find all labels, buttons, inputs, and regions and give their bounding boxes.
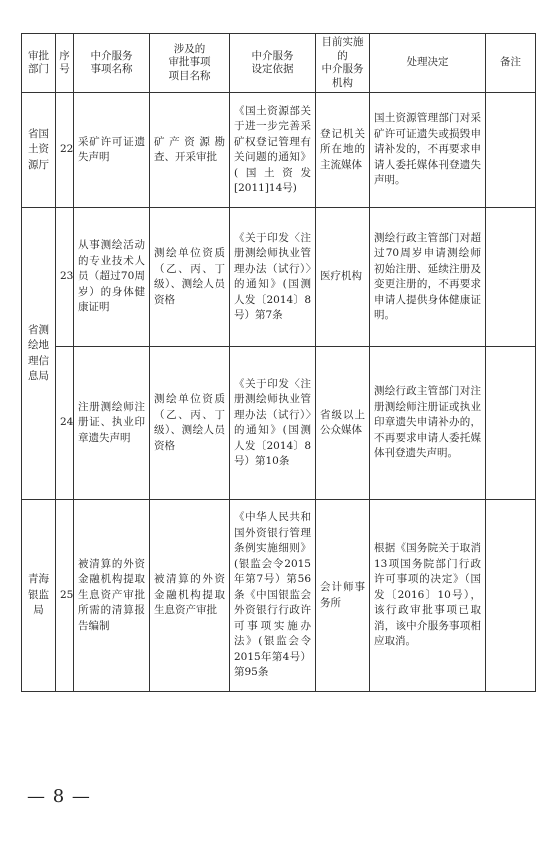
cell-approval: 被清算的外资金融机构提取生息资产审批 [150, 500, 230, 692]
header-item: 中介服务 事项名称 [74, 34, 150, 93]
header-approval: 涉及的 审批事项 项目名称 [150, 34, 230, 93]
table-row [22, 500, 536, 692]
intermediary-services-table [21, 33, 536, 692]
cell-decision: 国土资源管理部门对采矿许可证遗失或损毁申请补发的，不再要求申请人委托媒体刊登遗失声明。 [370, 93, 486, 208]
cell-item: 从事测绘活动的专业技术人员（超过70周岁）的身体健康证明 [74, 208, 150, 347]
cell-remark [486, 500, 536, 692]
cell-item: 注册测绘师注册证、执业印章遗失声明 [74, 347, 150, 500]
cell-org: 省级以上公众媒体 [316, 347, 370, 500]
cell-dept: 省测绘地理信息局 [22, 208, 56, 500]
cell-no: 23 [56, 208, 74, 347]
cell-basis: 《关于印发〈注册测绘师执业管理办法（试行）〉的通知》(国测人发〔2014〕8号）第10条 [230, 347, 316, 500]
cell-item: 被清算的外资金融机构提取生息资产审批所需的清算报告编制 [74, 500, 150, 692]
cell-basis: 《国土资源部关于进一步完善采矿权登记管理有关问题的通知》(国土资发[2011]14号) [230, 93, 316, 208]
cell-basis: 《中华人民共和国外资银行管理条例实施细则》(银监会令2015年第7号）第56条《中国银监会外资银行行政许可事项实施办法》(银监会令2015年第4号）第95条 [230, 500, 316, 692]
cell-item: 采矿许可证遗失声明 [74, 93, 150, 208]
cell-approval: 测绘单位资质（乙、丙、丁级）、测绘人员资格 [150, 347, 230, 500]
table-header-row [22, 34, 536, 93]
header-no: 序 号 [56, 34, 74, 93]
cell-dept: 省国土资源厅 [22, 93, 56, 208]
cell-decision: 根据《国务院关于取消13项国务院部门行政许可事项的决定》（国发〔2016〕10号），该行政审批事项已取消，该中介服务事项相应取消。 [370, 500, 486, 692]
header-org: 目前实施的 中介服务 机构 [316, 34, 370, 93]
header-dept: 审批 部门 [22, 34, 56, 93]
cell-no: 22 [56, 93, 74, 208]
cell-remark [486, 208, 536, 347]
cell-remark [486, 93, 536, 208]
page-number: — 8 — [27, 786, 91, 807]
table-row [22, 208, 536, 347]
cell-decision: 测绘行政主管部门对超过70周岁申请测绘师初始注册、延续注册及变更注册的，不再要求申请人提供身体健康证明。 [370, 208, 486, 347]
cell-no: 25 [56, 500, 74, 692]
cell-no: 24 [56, 347, 74, 500]
cell-decision: 测绘行政主管部门对注册测绘师注册证或执业印章遗失申请补办的，不再要求申请人委托媒体刊登遗失声明。 [370, 347, 486, 500]
cell-remark [486, 347, 536, 500]
cell-org: 会计师事务所 [316, 500, 370, 692]
cell-approval: 测绘单位资质（乙、丙、丁级）、测绘人员资格 [150, 208, 230, 347]
cell-basis: 《关于印发〈注册测绘师执业管理办法（试行）〉的通知》(国测人发〔2014〕8号）第7条 [230, 208, 316, 347]
cell-org: 登记机关所在地的主流媒体 [316, 93, 370, 208]
cell-approval: 矿产资源勘查、开采审批 [150, 93, 230, 208]
cell-dept: 青海银监局 [22, 500, 56, 692]
cell-org: 医疗机构 [316, 208, 370, 347]
table-row [22, 347, 536, 500]
header-remark: 备注 [486, 34, 536, 93]
table-row [22, 93, 536, 208]
header-basis: 中介服务 设定依据 [230, 34, 316, 93]
header-decision: 处理决定 [370, 34, 486, 93]
